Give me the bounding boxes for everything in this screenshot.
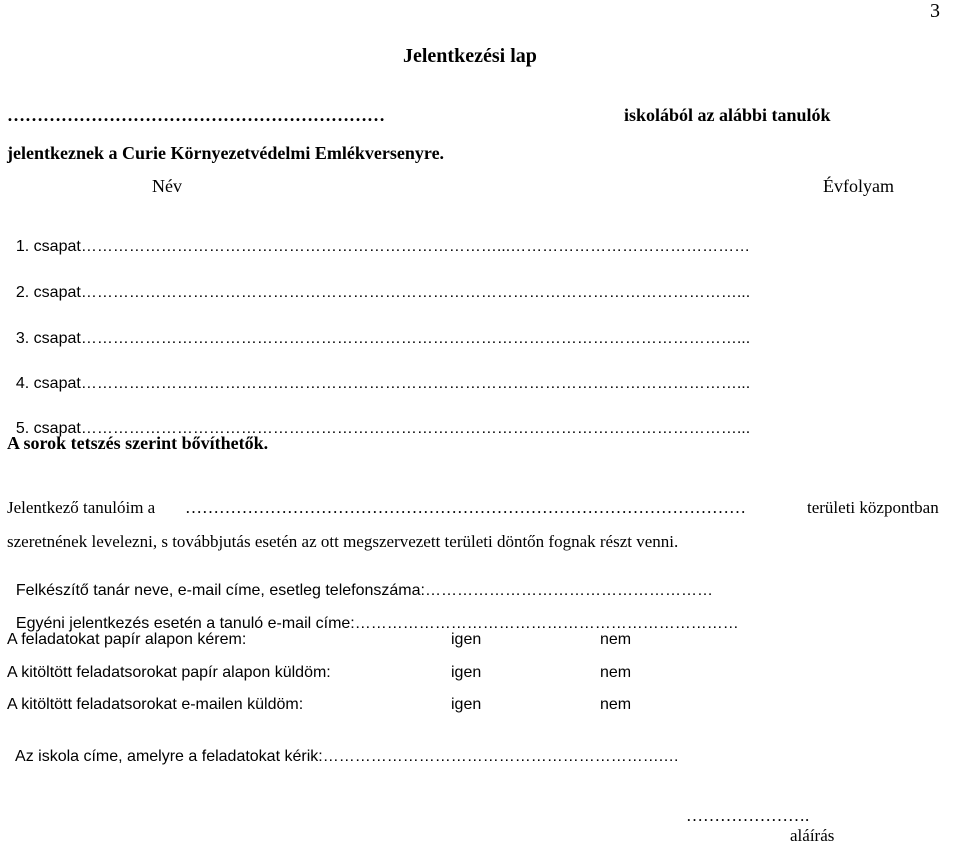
team-label: 5. csapat [15, 420, 81, 437]
regional-center-suffix: területi központban [807, 498, 939, 517]
individual-email-dotted-line: ……………………………………………………………… [354, 615, 739, 632]
team-row [7, 220, 750, 256]
grade-column-header: Évfolyam [823, 176, 894, 196]
school-name-dotted-line: ……………………………………………………… [7, 105, 385, 125]
team-dotted-line: ……………………………………………………………………………………………………………... [80, 330, 751, 347]
option-yes: igen [451, 696, 482, 713]
name-column-header: Név [152, 176, 182, 196]
teacher-info-dotted-line: ……………………………………………… [424, 582, 713, 599]
team-label: 3. csapat [15, 330, 81, 347]
team-row [7, 312, 750, 348]
option-label: A kitöltött feladatsorokat papír alapon küldöm: [7, 664, 331, 681]
individual-email-label: Egyéni jelentkezés esetén a tanuló e-mail címe: [15, 615, 355, 632]
school-address-line [7, 730, 679, 766]
option-yes: igen [451, 631, 482, 648]
option-no: nem [600, 696, 632, 713]
team-label: 4. csapat [15, 375, 81, 392]
intro-line-2: jelentkeznek a Curie Környezetvédelmi Emlékversenyre. [7, 143, 445, 163]
individual-email-line [7, 597, 739, 633]
option-yes: igen [451, 664, 482, 681]
school-address-dotted-line: ……………………………………………………….… [322, 748, 680, 765]
teacher-info-line [7, 564, 713, 600]
team-label: 1. csapat [15, 238, 81, 255]
page-title: Jelentkezési lap [403, 45, 537, 67]
signature-dotted-line: …………………. [686, 806, 810, 825]
team-dotted-line: ……………………………………………………………………………………………………………... [80, 420, 751, 437]
regional-center-line-2: szeretnének levelezni, s továbbjutás esetén az ott megszervezett területi döntőn fognak részt venni. [7, 532, 679, 551]
option-label: A kitöltött feladatsorokat e-mailen küldöm: [7, 696, 304, 713]
option-no: nem [600, 631, 632, 648]
page-number: 3 [930, 0, 940, 22]
team-row [7, 357, 750, 393]
option-label: A feladatokat papír alapon kérem: [7, 631, 247, 648]
team-dotted-line: ……………………………………………………………………...……………………………………… [80, 238, 751, 255]
team-label: 2. csapat [15, 284, 81, 301]
team-row [7, 266, 750, 302]
school-line-suffix: iskolából az alábbi tanulók [624, 105, 831, 125]
signature-label: aláírás [790, 826, 835, 845]
regional-center-dotted-line: ……………………………………………………………………………………… [185, 498, 746, 517]
team-dotted-line: ……………………………………………………………………………………………………………... [80, 375, 751, 392]
option-no: nem [600, 664, 632, 681]
regional-center-prefix: Jelentkező tanulóim a [7, 498, 156, 517]
extend-note: A sorok tetszés szerint bővíthetők. [7, 433, 269, 453]
school-address-label: Az iskola címe, amelyre a feladatokat kérik: [15, 748, 323, 765]
team-dotted-line: ……………………………………………………………………………………………………………... [80, 284, 751, 301]
teacher-info-label: Felkészítő tanár neve, e-mail címe, esetleg telefonszáma: [15, 582, 425, 599]
